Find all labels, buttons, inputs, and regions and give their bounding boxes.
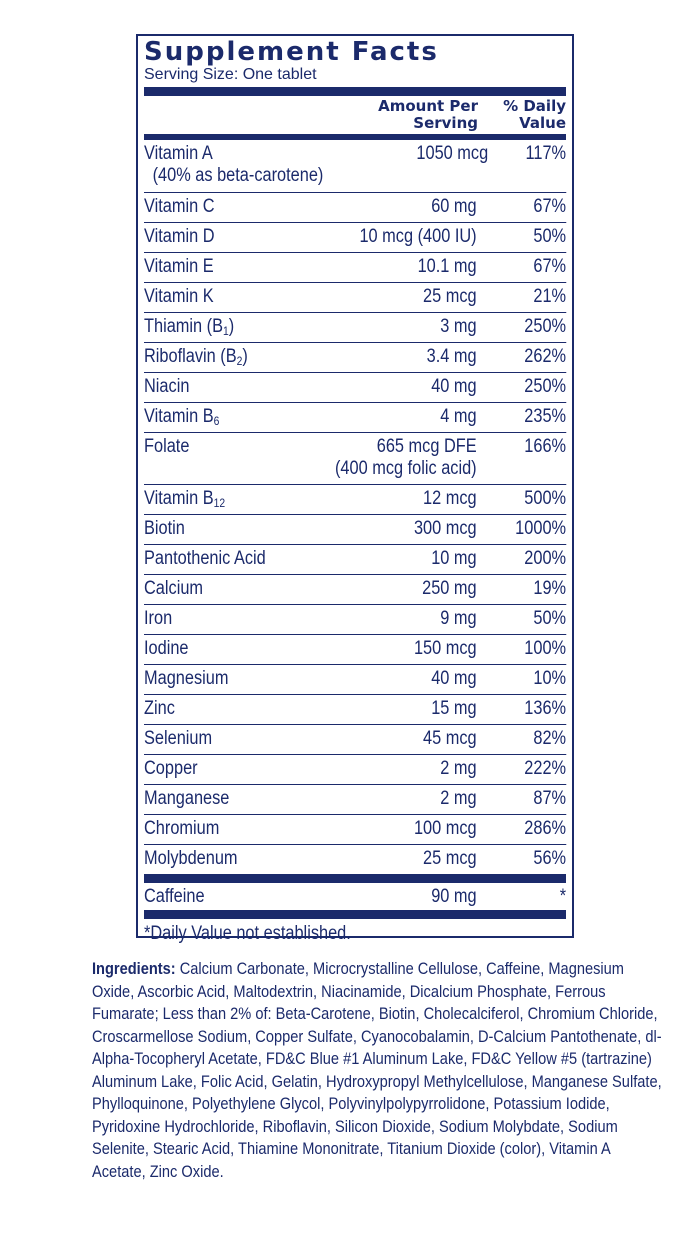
nutrient-name-text: Vitamin C [144,196,215,217]
nutrient-amount-text: 25 mcg [423,286,477,307]
nutrient-name [144,728,287,754]
nutrient-amount-text: 150 mcg [413,638,477,659]
nutrient-name [144,406,287,432]
nutrient-row [144,724,566,754]
nutrient-name [144,226,287,252]
nutrient-name [144,548,287,574]
nutrient-name [144,518,287,544]
nutrient-subscript: 2 [236,354,243,368]
nutrient-amount [287,788,476,814]
nutrient-row [144,574,566,604]
nutrient-row [144,784,566,814]
nutrient-amount [287,578,476,604]
ingredients-heading: Ingredients: [92,959,176,978]
nutrient-name [144,578,287,604]
nutrient-row [144,432,566,484]
nutrient-name-text: Manganese [144,788,230,809]
nutrient-daily-value: 19% [533,578,567,599]
nutrient-row [144,694,566,724]
nutrient-amount [287,638,476,664]
nutrient-amount [287,758,476,784]
nutrient-amount [287,668,476,694]
nutrient-name-text: Vitamin B [144,406,214,427]
footnote-divider [144,910,566,919]
nutrient-amount [287,256,476,282]
nutrient-name-text: Copper [144,758,198,779]
dv-header-line2: Value [519,114,566,132]
nutrient-row [144,604,566,634]
footnote: *Daily Value not established. [144,923,351,944]
nutrient-row [144,664,566,694]
nutrient-daily-value: 117% [525,143,567,164]
nutrient-amount [287,286,476,312]
nutrient-name-text: Chromium [144,818,220,839]
nutrient-amount [287,608,476,634]
nutrient-row [144,372,566,402]
nutrient-name-text: Vitamin E [144,256,214,277]
nutrient-amount [287,488,476,514]
nutrient-name [144,346,287,372]
nutrient-row [144,402,566,432]
nutrient-amount [287,316,476,342]
nutrient-amount-text: 3.4 mg [426,346,477,367]
nutrient-amount-text: 10 mg [431,548,477,569]
nutrient-name-suffix: ) [228,316,235,337]
nutrient-name [144,196,287,222]
nutrient-daily-value: 286% [524,818,567,839]
nutrient-amount-text: 40 mg [431,376,477,397]
nutrient-amount-text: 15 mg [431,698,477,719]
nutrient-name [144,818,287,844]
nutrient-name [144,376,287,402]
nutrient-amount [287,698,476,724]
nutrient-amount [287,818,476,844]
nutrient-name-text: Zinc [144,698,175,719]
nutrient-daily-value: 82% [533,728,567,749]
nutrient-amount-detail: (400 mcg folic acid) [334,458,477,479]
nutrient-amount-text: 665 mcg DFE [376,436,477,457]
nutrient-name-text: Niacin [144,376,190,397]
nutrient-amount-text: 250 mg [422,578,477,599]
nutrient-row [144,252,566,282]
nutrient-name-suffix: ) [242,346,248,367]
nutrient-row [144,312,566,342]
nutrient-amount-text: 100 mcg [413,818,477,839]
ingredients-block [92,958,662,1183]
nutrient-name [144,436,287,484]
nutrient-subscript: 6 [213,414,220,428]
nutrient-daily-value: 222% [524,758,567,779]
nutrient-daily-value: 50% [533,226,567,247]
nutrient-daily-value: 200% [524,548,567,569]
nutrient-row [144,222,566,252]
nutrient-amount [287,436,476,484]
nutrient-name-text: Vitamin A [144,143,213,164]
nutrient-amount [323,143,488,192]
nutrient-name [144,668,287,694]
nutrient-amount [287,196,476,222]
nutrient-amount [287,376,476,402]
caffeine-dv: * [559,886,567,907]
nutrient-row [144,192,566,222]
nutrient-daily-value: 67% [533,196,567,217]
nutrient-name-text: Pantothenic Acid [144,548,266,569]
nutrient-name [144,316,287,342]
nutrient-amount-text: 9 mg [440,608,477,629]
nutrient-name-text: Folate [144,436,190,457]
column-headers [144,96,566,134]
nutrient-name-text: Riboflavin (B [144,346,237,367]
nutrient-row [144,814,566,844]
label-title: Supplement Facts [144,37,439,67]
nutrient-amount-text: 10.1 mg [417,256,477,277]
nutrient-name [144,698,287,724]
dv-header [478,98,566,134]
nutrient-row [144,634,566,664]
nutrient-amount-text: 4 mg [440,406,477,427]
nutrient-name-text: Vitamin K [144,286,214,307]
nutrient-daily-value: 50% [533,608,567,629]
nutrient-name [144,488,287,514]
dv-header-line1: % Daily [503,97,566,115]
nutrient-amount [287,728,476,754]
nutrient-daily-value: 250% [524,316,567,337]
nutrient-daily-value: 67% [533,256,567,277]
nutrient-name-text: Iron [144,608,173,629]
nutrient-amount-text: 12 mcg [423,488,477,509]
nutrient-amount-text: 300 mcg [413,518,477,539]
nutrient-subscript: 1 [222,324,229,338]
caffeine-name: Caffeine [144,886,205,907]
nutrient-row [144,754,566,784]
nutrient-name [144,608,287,634]
nutrient-daily-value: 87% [533,788,567,809]
nutrient-daily-value: 500% [524,488,567,509]
nutrient-name [144,256,287,282]
nutrient-amount [287,226,476,252]
nutrient-name-text: Molybdenum [144,848,238,869]
nutrient-daily-value: 235% [524,406,567,427]
nutrient-amount-text: 3 mg [440,316,477,337]
nutrient-name-text: Selenium [144,728,213,749]
nutrient-amount-text: 40 mg [431,668,477,689]
nutrient-daily-value: 166% [524,436,567,457]
nutrient-row [144,140,566,192]
caffeine-divider [144,874,566,883]
nutrient-row [144,844,566,874]
nutrient-amount-text: 25 mcg [423,848,477,869]
nutrient-amount-text: 45 mcg [423,728,477,749]
nutrient-daily-value: 56% [533,848,567,869]
nutrient-name [144,788,287,814]
nutrient-rows [144,140,566,874]
nutrient-name-text: Iodine [144,638,189,659]
nutrient-daily-value: 1000% [515,518,567,539]
amount-header [318,98,478,134]
nutrient-subscript: 12 [213,496,226,510]
nutrient-daily-value: 10% [533,668,567,689]
nutrient-amount [287,848,476,874]
nutrient-amount-text: 2 mg [440,758,477,779]
nutrient-name [144,286,287,312]
nutrient-amount-text: 10 mcg (400 IU) [359,226,477,247]
nutrient-name [144,638,287,664]
nutrient-amount-text: 2 mg [440,788,477,809]
nutrient-row [144,544,566,574]
serving-size: Serving Size: One tablet [144,66,317,83]
supplement-facts-panel [136,34,574,944]
nutrient-name [144,758,287,784]
nutrient-amount [287,346,476,372]
nutrient-daily-value: 262% [524,346,567,367]
nutrient-name-text: Vitamin B [144,488,214,509]
nutrient-amount [287,406,476,432]
nutrient-name [144,143,323,192]
amount-header-line1: Amount Per [378,97,478,115]
nutrient-name [144,848,287,874]
amount-header-line2: Serving [413,114,478,132]
nutrient-name-text: Biotin [144,518,185,539]
caffeine-amount: 90 mg [431,886,477,907]
ingredients-text: Calcium Carbonate, Microcrystalline Cellulose, Caffeine, Magnesium Oxide, Ascorbic Acid, Maltodextrin, Niacinamide, Dicalcium Phosphate, Ferrous Fumarate; Less than 2% of: Beta-Carotene, Biotin, Cholecalciferol, Chromium Chloride, Croscarmellose Sodium, Copper Sulfate, Cyanocobalamin, D-Calcium Pantothenate, dl-Alpha-Tocopheryl Acetate, FD&C Blue #1 Aluminum Lake, FD&C Yellow #5 (tartrazine) Aluminum Lake, Folic Acid, Gelatin, Hydroxypropyl Methylcellulose, Manganese Sulfate, Phylloquinone, Polyethylene Glycol, Polyvinylpolypyrrolidone, Potassium Iodide, Pyridoxine Hydrochloride, Riboflavin, Silicon Dioxide, Sodium Molybdate, Sodium Selenite, Stearic Acid, Thiamine Mononitrate, Titanium Dioxide (color), Vitamin A Acetate, Zinc Oxide. [92,959,662,1181]
nutrient-row [144,484,566,514]
nutrient-amount-text: 1050 mcg [416,143,489,164]
nutrient-name-text: Calcium [144,578,204,599]
nutrient-name-text: Vitamin D [144,226,215,247]
nutrient-amount-text: 60 mg [431,196,477,217]
nutrient-amount [287,518,476,544]
nutrient-daily-value: 100% [524,638,567,659]
nutrient-amount [287,548,476,574]
nutrient-name-text: Magnesium [144,668,229,689]
nutrient-row [144,514,566,544]
nutrient-daily-value: 250% [524,376,567,397]
nutrient-note: (40% as beta-carotene) [152,165,324,186]
nutrient-row [144,282,566,312]
caffeine-row [144,883,566,910]
nutrient-daily-value: 21% [533,286,567,307]
nutrient-row [144,342,566,372]
nutrient-daily-value: 136% [524,698,567,719]
thick-divider [144,87,566,96]
nutrient-name-text: Thiamin (B [144,316,223,337]
